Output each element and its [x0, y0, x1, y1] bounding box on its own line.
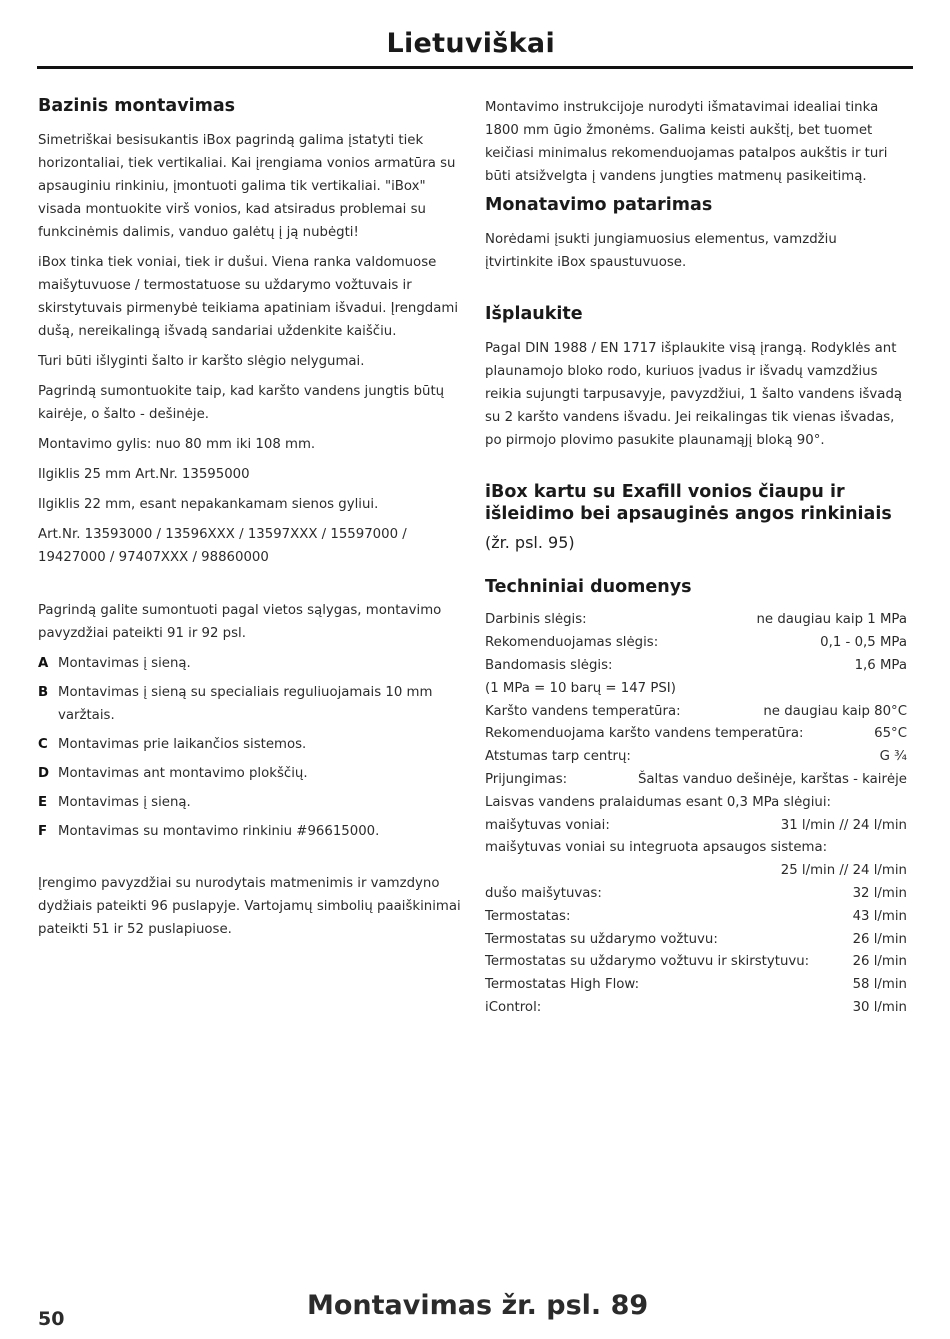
spec-value: ne daugiau kaip 80°C	[763, 703, 907, 719]
section-heading-technical-data: Techniniai duomenys	[485, 576, 692, 597]
paragraph: Pagrindą sumontuokite taip, kad karšto vandens jungtis būtų kairėje, o šalto - dešinėje.	[38, 383, 445, 422]
section-heading-flush: Išplaukite	[485, 303, 583, 324]
spec-value: 65°C	[874, 726, 907, 742]
spec-conversion: (1 MPa = 10 barų = 147 PSI)	[485, 680, 676, 696]
list-item	[38, 762, 470, 785]
spec-label: maišytuvas voniai su integruota apsaugos sistema:	[485, 840, 828, 856]
spec-value: 30 l/min	[852, 999, 907, 1015]
list-item	[38, 681, 470, 727]
list-item-letter: F	[38, 823, 48, 839]
list-item-letter: C	[38, 736, 48, 752]
spec-row	[485, 929, 907, 952]
spec-value: 32 l/min	[852, 885, 907, 901]
spec-label: Termostatas su uždarymo vožtuvu:	[485, 931, 718, 947]
spec-label: Darbinis slėgis:	[485, 612, 587, 628]
left-column	[38, 96, 470, 948]
paragraph: Ilgiklis 22 mm, esant nepakankamam sienos gyliui.	[38, 496, 379, 512]
paragraph: iBox tinka tiek voniai, tiek ir dušui. Viena ranka valdomuose maišytuvuose / termostatuose su uždarymo vožtuvais ir skirstytuvais pirmenybė teikiama apatiniam išvadui. Įrengdami dušą, nereikalingą išvadą sandariai uždenkite kaiščiu.	[38, 254, 459, 339]
paragraph: Pagal DIN 1988 / EN 1717 išplaukite visą įrangą. Rodyklės ant plaunamojo bloko rodo, kuriuos įvadus ir išvadų vamzdžius reikia sujungti tarpusavyje, pavyzdžiui, 1 šalto vandens išvadą su 2 karšto vandens išvadu. Jei reikalingas tik vienas išvadas, po pirmojo plovimo pasukite plaunamąjį bloką 90°.	[485, 340, 903, 448]
list-item	[38, 791, 470, 814]
spec-row	[485, 974, 907, 997]
spec-label: Termostatas su uždarymo vožtuvu ir skirstytuvu:	[485, 954, 810, 970]
list-item-text: Montavimas į sieną.	[58, 655, 191, 671]
section-heading-tips: Monatavimo patarimas	[485, 195, 713, 215]
spec-row	[485, 609, 907, 632]
spec-row	[485, 951, 907, 974]
paragraph: Turi būti išlyginti šalto ir karšto slėgio nelygumai.	[38, 353, 365, 369]
spec-label: maišytuvas voniai:	[485, 817, 610, 833]
spec-row	[485, 746, 907, 769]
spec-row	[485, 769, 907, 792]
list-item-letter: E	[38, 794, 48, 810]
spec-value: 26 l/min	[852, 954, 907, 970]
spec-value: Šaltas vanduo dešinėje, karštas - kairėje	[637, 771, 907, 787]
list-item	[38, 652, 470, 675]
spec-value: 31 l/min // 24 l/min	[780, 817, 907, 833]
list-item	[38, 733, 470, 756]
paragraph: Art.Nr. 13593000 / 13596XXX / 13597XXX / 15597000 / 19427000 / 97407XXX / 98860000	[38, 526, 407, 565]
right-column	[485, 96, 907, 1020]
closing-paragraph: Įrengimo pavyzdžiai su nurodytais matmenimis ir vamzdyno dydžiais pateikti 96 puslapyje. Vartojamų simbolių paaiškinimai pateikti 51 ir 52 puslapiuose.	[38, 875, 461, 937]
spec-label: Atstumas tarp centrų:	[485, 749, 631, 765]
list-item-text: Montavimas į sieną.	[58, 794, 191, 810]
title-divider	[37, 66, 913, 69]
spec-value: 26 l/min	[852, 931, 907, 947]
page-number: 50	[38, 1308, 65, 1330]
technical-data-list	[485, 609, 907, 1019]
intro-paragraph: Montavimo instrukcijoje nurodyti išmatavimai idealiai tinka 1800 mm ūgio žmonėms. Galima keisti aukštį, bet tuomet keičiasi minimalus rekomenduojamas patalpos aukštis ir turi būti atsižvelgta į vandens jungties matmenų pasikeitimą.	[485, 100, 888, 184]
paragraph: Ilgiklis 25 mm Art.Nr. 13595000	[38, 466, 250, 482]
list-item-text: Montavimas su montavimo rinkiniu #96615000.	[58, 823, 380, 839]
list-item-letter: A	[38, 655, 49, 671]
page-title: Lietuviškai	[386, 28, 555, 59]
spec-value: 43 l/min	[852, 908, 907, 924]
spec-label: Termostatas:	[485, 908, 571, 924]
paragraph: Norėdami įsukti jungiamuosius elementus, vamzdžiu įtvirtinkite iBox spaustuvuose.	[485, 231, 837, 270]
spec-flow-intro: Laisvas vandens pralaidumas esant 0,3 MPa slėgiui:	[485, 794, 832, 810]
page-reference-note: (žr. psl. 95)	[485, 532, 575, 552]
spec-label: Rekomenduojama karšto vandens temperatūra:	[485, 726, 804, 742]
list-item-letter: D	[38, 765, 50, 781]
spec-row	[485, 723, 907, 746]
examples-intro: Pagrindą galite sumontuoti pagal vietos sąlygas, montavimo pavyzdžiai pateikti 91 ir 92 psl.	[38, 602, 442, 641]
spec-label: Rekomenduojamas slėgis:	[485, 635, 659, 651]
spec-value: 1,6 MPa	[854, 657, 907, 673]
list-item-text: Montavimas į sieną su specialiais reguliuojamais 10 mm varžtais.	[58, 684, 433, 723]
paragraph: Montavimo gylis: nuo 80 mm iki 108 mm.	[38, 436, 316, 452]
spec-row	[485, 632, 907, 655]
spec-value: ne daugiau kaip 1 MPa	[756, 612, 907, 628]
spec-label: Karšto vandens temperatūra:	[485, 703, 681, 719]
section-heading-basic-installation: Bazinis montavimas	[38, 96, 236, 116]
spec-value: G ¾	[879, 749, 907, 765]
spec-row	[485, 655, 907, 678]
spec-label: Bandomasis slėgis:	[485, 657, 613, 673]
spec-row	[485, 815, 907, 838]
spec-label: Termostatas High Flow:	[485, 977, 640, 993]
spec-row	[485, 997, 907, 1020]
spec-row	[485, 883, 907, 906]
spec-label: iControl:	[485, 999, 542, 1015]
spec-label: Prijungimas:	[485, 771, 568, 787]
spec-value: 25 l/min // 24 l/min	[780, 863, 907, 879]
list-item	[38, 820, 470, 843]
list-item-text: Montavimas ant montavimo plokščių.	[58, 765, 308, 781]
spec-label: dušo maišytuvas:	[485, 885, 602, 901]
list-item-text: Montavimas prie laikančios sistemos.	[58, 736, 307, 752]
section-heading-exafill: iBox kartu su Exafill vonios čiaupu ir išleidimo bei apsauginės angos rinkiniais	[485, 481, 892, 524]
paragraph: Simetriškai besisukantis iBox pagrindą galima įstatyti tiek horizontaliai, tiek vertikaliai. Kai įrengiama vonios armatūra su apsauginiu rinkiniu, įmontuoti galima tik vertikaliai. "iBox" visada montuokite virš vonios, kad atsiradus problemai su funkcinėmis dalimis, vanduo galėtų į ją nubėgti!	[38, 132, 456, 240]
spec-value: 0,1 - 0,5 MPa	[820, 635, 907, 651]
list-item-letter: B	[38, 684, 49, 700]
spec-value: 58 l/min	[852, 977, 907, 993]
spec-row	[485, 701, 907, 724]
spec-row	[485, 906, 907, 929]
footer-page-reference: Montavimas žr. psl. 89	[307, 1290, 649, 1321]
